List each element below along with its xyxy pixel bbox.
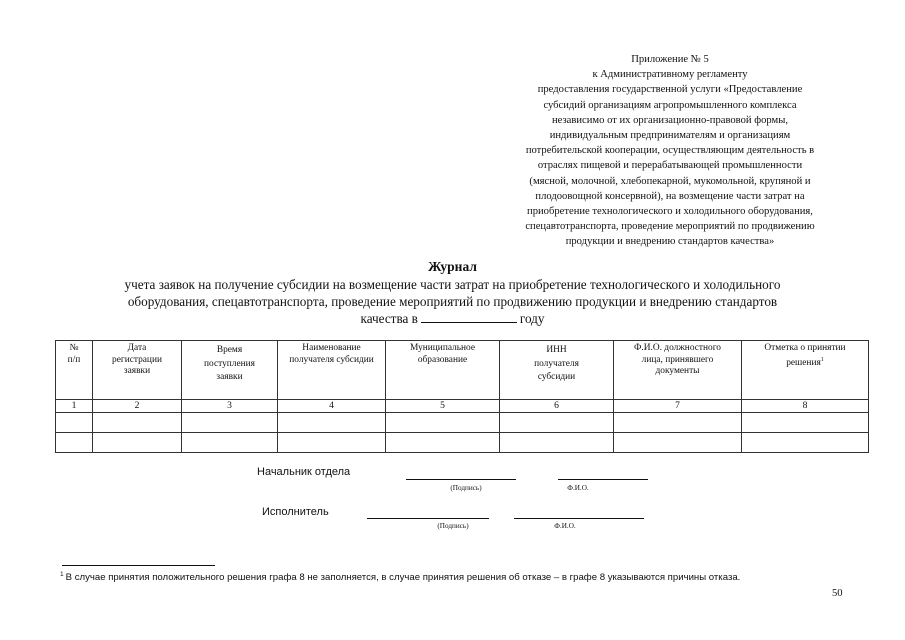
appendix-line: к Административному регламенту (592, 69, 748, 81)
header-recipient-name: Наименование получателя субсидии (278, 341, 386, 400)
executor-name-caption: Ф.И.О. (554, 522, 576, 530)
appendix-line: продукции и внедрению стандартов качества» (565, 236, 775, 248)
header-decision-mark: Отметка о принятии решения$^1$ (742, 341, 869, 400)
header-receipt-time: Время поступления заявки (182, 341, 278, 400)
subtitle-year-suffix: году (519, 311, 545, 326)
executor-name-line[interactable] (514, 518, 644, 519)
head-signature-line[interactable] (406, 479, 516, 480)
column-number: 1 (56, 400, 93, 413)
appendix-line: отраслях пищевой и перерабатывающей промышленности (537, 160, 803, 172)
column-number: 5 (386, 400, 500, 413)
footnote-reference: 1 (820, 356, 824, 363)
table-cell[interactable] (742, 413, 869, 433)
column-number: 3 (182, 400, 278, 413)
table-cell[interactable] (386, 413, 500, 433)
footnote-divider (62, 565, 215, 566)
header-registration-date: Дата регистрации заявки (93, 341, 182, 400)
appendix-line: независимо от их организационно-правовой формы, (551, 114, 788, 126)
executor-signature-line[interactable] (367, 518, 489, 519)
table-header-row (56, 341, 869, 400)
head-name-caption: Ф.И.О. (567, 484, 589, 492)
table-cell[interactable] (614, 413, 742, 433)
column-number: 2 (93, 400, 182, 413)
subtitle-line: оборудования, спецавтотранспорта, проведение мероприятий по продвижению продукции и внедрению стандартов (127, 294, 778, 309)
table-cell[interactable] (500, 433, 614, 453)
appendix-line: предоставления государственной услуги «Предоставление (537, 84, 803, 96)
table-cell[interactable] (182, 433, 278, 453)
footnote-mark: 1 (60, 571, 64, 578)
table-cell[interactable] (182, 413, 278, 433)
header-inn: ИНН получателя субсидии (500, 341, 614, 400)
table-cell[interactable] (93, 433, 182, 453)
head-signature-caption: (Подпись) (450, 484, 482, 492)
appendix-line: приобретение технологического и холодильного оборудования, (527, 206, 813, 218)
header-official-name: Ф.И.О. должностного лица, принявшего документы (614, 341, 742, 400)
subtitle-year-prefix: качества в (360, 311, 418, 326)
appendix-line: (мясной, молочной, хлебопекарной, мукомольной, крупяной и (529, 175, 811, 187)
appendix-line: потребительской кооперации, осуществляющим деятельность в (525, 145, 815, 157)
page-number: 50 (832, 588, 843, 599)
footnote-text: В случае принятия положительного решения графа 8 не заполняется, в случае принятия решения об отказе – в графе 8 указываются причины отказа. (65, 572, 741, 583)
executor-signature-caption: (Подпись) (437, 522, 469, 530)
column-number: 8 (742, 400, 869, 413)
subtitle-line: учета заявок на получение субсидии на возмещение части затрат на приобретение технологического и холодильного (124, 277, 781, 292)
table-cell[interactable] (278, 433, 386, 453)
column-number: 6 (500, 400, 614, 413)
subtitle-line (50, 310, 855, 327)
head-of-department-label: Начальник отдела (257, 466, 351, 478)
column-number: 7 (614, 400, 742, 413)
journal-title: Журнал (428, 259, 477, 274)
table-cell[interactable] (56, 433, 93, 453)
appendix-line: индивидуальным предпринимателям и организациям (549, 130, 791, 142)
table-cell[interactable] (278, 413, 386, 433)
table-cell[interactable] (614, 433, 742, 453)
table-cell[interactable] (742, 433, 869, 453)
table-cell[interactable] (500, 413, 614, 433)
table-cell[interactable] (386, 433, 500, 453)
table-row (56, 413, 869, 433)
appendix-line: субсидий организациям агропромышленного комплекса (543, 99, 797, 111)
footnote (60, 571, 740, 583)
year-blank-line (421, 310, 517, 323)
appendix-block (478, 52, 862, 250)
appendix-line: спецавтотранспорта, проведение мероприятий по продвижению (525, 221, 815, 233)
table-cell[interactable] (93, 413, 182, 433)
table-row-column-numbers (56, 400, 869, 413)
column-number: 4 (278, 400, 386, 413)
appendix-line: Приложение № 5 (631, 54, 709, 65)
journal-table (55, 340, 869, 453)
executor-label: Исполнитель (262, 506, 329, 518)
table-row (56, 433, 869, 453)
head-name-line[interactable] (558, 479, 648, 480)
journal-subtitle (50, 276, 855, 327)
appendix-line: плодоовощной консервной), на возмещение части затрат на (535, 190, 805, 202)
header-municipality: Муниципальное образование (386, 341, 500, 400)
table-cell[interactable] (56, 413, 93, 433)
header-number: № п/п (56, 341, 93, 400)
